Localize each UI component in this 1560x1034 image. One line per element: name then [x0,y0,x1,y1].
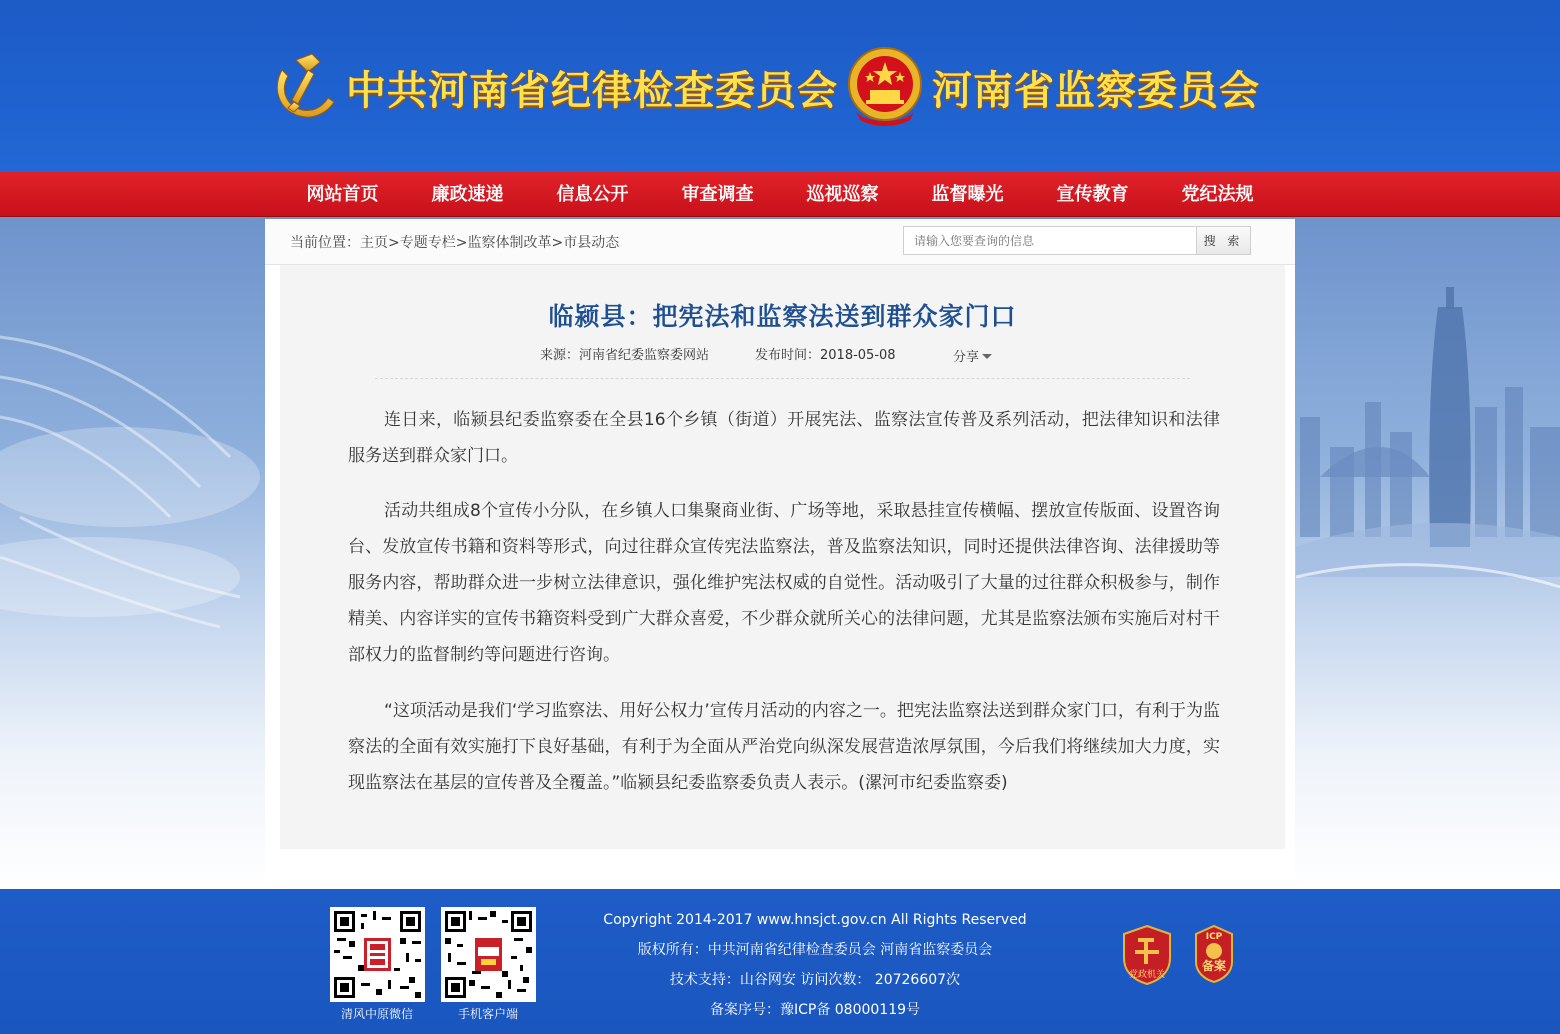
article-publish-time: 发布时间：2018-05-08 [755,348,896,363]
party-emblem-icon [268,50,342,124]
nav-item-party-regulations[interactable]: 党纪法规 [1181,184,1254,205]
article [280,265,1285,849]
footer-info [560,905,1070,1025]
icp-badge-icon[interactable] [1193,924,1235,988]
qr-label-wechat: 清风中原微信 [340,1007,413,1021]
nav-item-info-disclosure[interactable]: 信息公开 [556,184,629,205]
breadcrumb-prefix: 当前位置： [290,235,360,251]
nav-item-investigation[interactable]: 审查调查 [681,184,754,205]
article-paragraph-1: 连日来，临颍县纪委监察委在全县16个乡镇（街道）开展宪法、监察法宣传普及系列活动，把法律知识和法律服务送到群众家门口。 [348,410,1220,466]
share-label: 分享 [953,350,980,365]
breadcrumb-item-city-county-news[interactable]: 市县动态 [563,235,620,251]
breadcrumb-item-home[interactable]: 主页 [360,235,388,251]
breadcrumb-item-supervision-reform[interactable]: 监察体制改革 [467,235,552,251]
qr-code-icon[interactable] [441,907,536,1002]
nav-item-publicity-education[interactable]: 宣传教育 [1056,184,1129,205]
footer-icp[interactable]: 备案序号：豫ICP备 08000119号 [709,1002,921,1018]
search-input[interactable] [903,226,1197,255]
header-banner [268,44,1260,130]
share-button[interactable] [953,346,992,365]
breadcrumb-bar [265,219,1295,265]
nav-item-supervision-exposure[interactable]: 监督曝光 [931,184,1004,205]
content-panel [265,219,1295,889]
icp-badge-label: 备案 [1201,959,1227,973]
nav-list [280,172,1280,217]
breadcrumb [290,232,619,252]
party-organ-badge-icon[interactable] [1120,924,1174,990]
nav-item-integrity-news[interactable]: 廉政速递 [431,184,504,205]
breadcrumb-separator: > [551,235,564,251]
article-title: 临颍县：把宪法和监察法送到群众家门口 [548,302,1017,331]
party-organ-badge-label: 党政机关 [1128,970,1166,980]
qr-label-mobile-app: 手机客户端 [457,1007,518,1021]
breadcrumb-separator: > [455,235,468,251]
breadcrumb-item-special-topics[interactable]: 专题专栏 [399,235,456,251]
footer-copyright: Copyright 2014-2017 www.hnsjct.gov.cn All Rights Reserved [603,912,1027,928]
header-title-right: 河南省监察委员会 [932,67,1260,114]
site-footer [0,889,1560,1034]
article-source: 来源：河南省纪委监察委网站 [540,348,710,363]
national-emblem-icon [846,46,924,128]
article-paragraph-2: 活动共组成8个宣传小分队，在乡镇人口集聚商业街、广场等地，采取悬挂宣传横幅、摆放宣传版面、设置咨询台、发放宣传书籍和资料等形式，向过往群众宣传宪法监察法，普及监察法知识，同时还提供法律咨询、法律援助等服务内容，帮助群众进一步树立法律意识，强化维护宪法权威的自觉性。活动吸引了大量的过往群众积极参与，制作精美、内容详实的宣传书籍资料受到广大群众喜爱，不少群众就所关心的法律问题，尤其是监察法颁布实施后对村干部权力的监督制约等问题进行咨询。 [348,501,1220,665]
article-paragraph-3: “这项活动是我们‘学习监察法、用好公权力’宣传月活动的内容之一。把宪法监察法送到群众家门口，有利于为监察法的全面有效实施打下良好基础，有利于为全面从严治党向纵深发展营造浓厚氛围，今后我们将继续加大力度，实现监察法在基层的宣传普及全覆盖。”临颍县纪委监察委负责人表示。(漯河市纪委监察委) [348,701,1220,793]
icp-badge-top-label: ICP [1205,932,1223,942]
site-header [0,0,1560,172]
nav-item-inspection[interactable]: 巡视巡察 [806,184,879,205]
breadcrumb-separator: > [388,235,400,251]
search-button[interactable]: 搜 索 [1196,226,1251,255]
main-nav [0,172,1560,217]
footer-owner: 版权所有：中共河南省纪律检查委员会 河南省监察委员会 [637,942,993,958]
header-title-left: 中共河南省纪律检查委员会 [346,67,838,114]
title-divider [375,378,1190,379]
footer-tech-support: 技术支持：山谷网安 访问次数： 20726607次 [669,972,961,988]
share-caret-icon [982,354,992,359]
qr-code-icon[interactable] [330,907,425,1002]
nav-item-home[interactable]: 网站首页 [306,184,379,205]
